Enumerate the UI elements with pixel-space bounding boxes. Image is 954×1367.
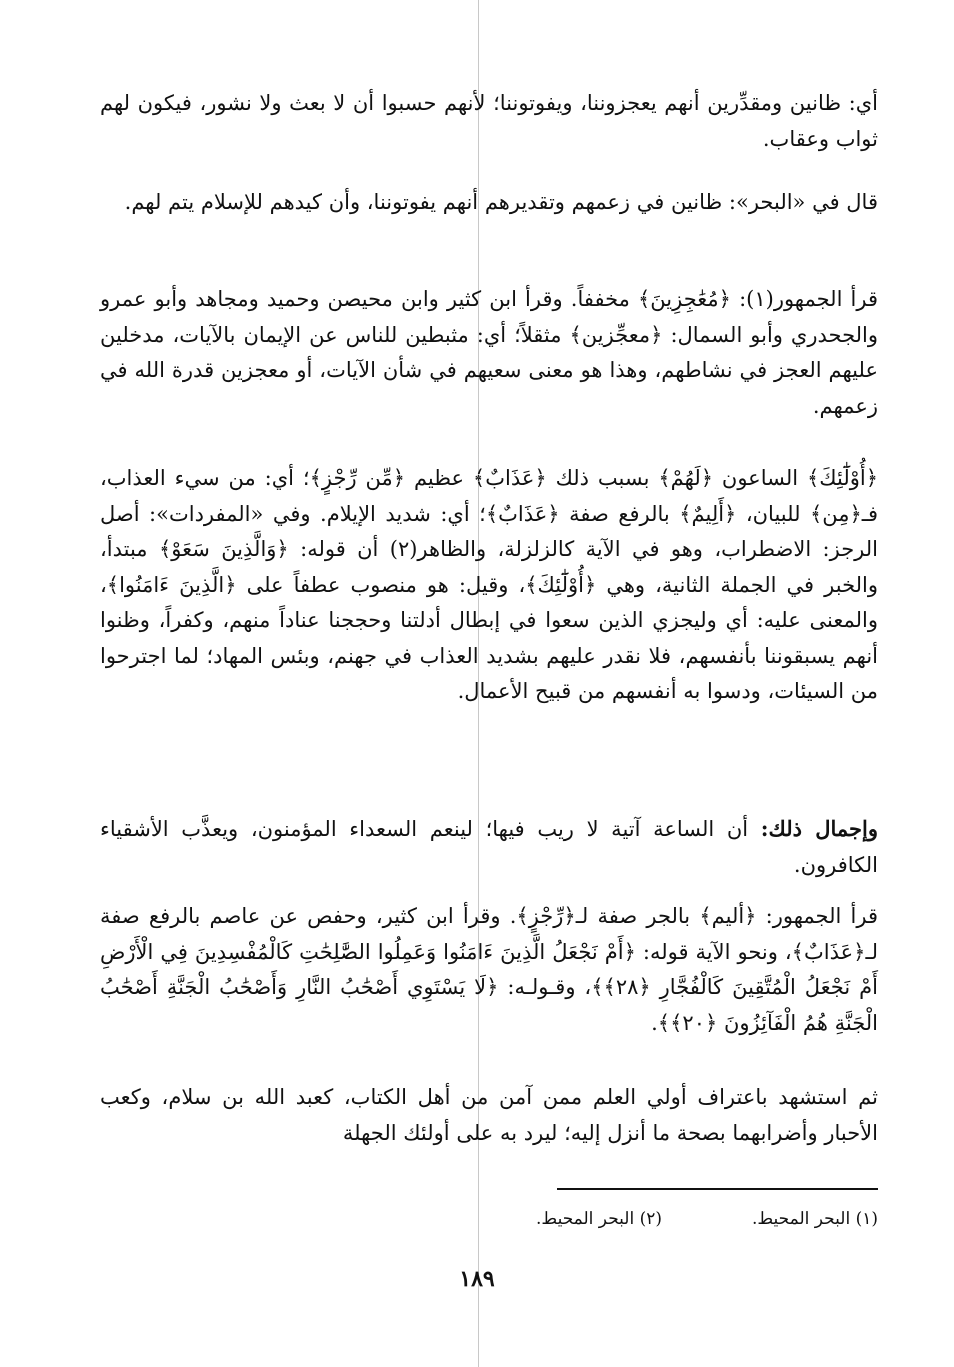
paragraph-2-text: قال في «البحر»: ظانين في زعمهم وتقديرهم أنهم يفوتوننا، وأن كيدهم للإسلام يتم لهم.: [124, 190, 878, 214]
paragraph-4-text: ﴿أُوْلَٰٓئِكَ﴾ الساعون ﴿لَهُمْ﴾ بسبب ذلك ﴿عَذَابٌ﴾ عظيم ﴿مِّن رِّجْزٍ﴾؛ أي: من سيء العذاب، فـ﴿مِن﴾ للبيان، ﴿أَلِيمٌ﴾ بالرفع صفة ﴿عَذَابٌ﴾؛ أي: شديد الإيلام. وفي «المفردات»: أصل الرجز: الاضطراب، وهو في الآية كالزلزلة، والظاهر(٢) أن قوله: ﴿وَالَّذِينَ سَعَوْ﴾ مبتدأ، والخبر في الجملة الثانية، وهي ﴿أُوْلَٰٓئِكَ﴾، وقيل: هو منصوب عطفاً على ﴿الَّذِينَ ءَامَنُوا﴾، والمعنى عليه: أي وليجزي الذين سعوا في إبطال أدلتنا وحججنا عناداً منهم، وكفراً، وظنوا أنهم يسبقوننا بأنفسهم، فلا نقدر عليهم بشديد العذاب في جهنم، وبئس المهاد؛ لما اجترحوا من السيئات، ودسوا به أنفسهم من قبيح الأعمال.: [100, 466, 878, 703]
paragraph-6: [100, 899, 878, 1041]
paragraph-7-text: ثم استشهد باعتراف أولي العلم ممن آمن من أهل الكتاب، كعبد الله بن سلام، وكعب الأحبار وأضرابهما بصحة ما أنزل إليه؛ ليرد به على أولئك الجهلة: [100, 1085, 878, 1145]
paragraph-6-text: قرأ الجمهور: ﴿أليم﴾ بالجر صفة لـ﴿رِّجْزٍ﴾. وقرأ ابن كثير، وحفص عن عاصم بالرفع صفة لـ﴿عَذَابٌ﴾، ونحو الآية قوله: ﴿أَمْ نَجْعَلُ الَّذِينَ ءَامَنُوا وَعَمِلُوا الصَّٰلِحَٰتِ كَالْمُفْسِدِينَ فِي الْأَرْضِ أَمْ نَجْعَلُ الْمُتَّقِينَ كَالْفُجَّارِ ﴿٢٨﴾﴾، وقـولـه: ﴿لَا يَسْتَوِي أَصْحَٰبُ النَّارِ وَأَصْحَٰبُ الْجَنَّةِ أَصْحَٰبُ الْجَنَّةِ هُمُ الْفَآئِزُونَ ﴿٢٠﴾﴾.: [100, 904, 878, 1035]
paragraph-5-text: أن الساعة آتية لا ريب فيها؛ لينعم السعداء المؤمنون، ويعذَّب الأشقياء الكافرون.: [100, 817, 878, 877]
paragraph-2: [100, 185, 878, 221]
page-number: ١٨٩: [459, 1266, 495, 1292]
paragraph-1-text: أي: ظانين ومقدِّرين أنهم يعجزوننا، ويفوتوننا؛ لأنهم حسبوا أن لا بعث ولا نشور، فيكون لهم ثواب وعقاب.: [100, 91, 878, 151]
paragraph-1: [100, 86, 878, 157]
paragraph-4: [100, 461, 878, 710]
paragraph-3: [100, 282, 878, 424]
footnote-1: (١) البحر المحيط.: [752, 1209, 878, 1229]
paragraph-3-text: قرأ الجمهور(١): ﴿مُعَٰجِزِينَ﴾ مخففاً. وقرأ ابن كثير وابن محيصن وحميد ومجاهد وأبو عمرو والجحدري وأبو السمال: ﴿معجِّزين﴾ مثقلاً؛ أي: مثبطين للناس عن الإيمان بالآيات، مدخلين عليهم العجز في نشاطهم، وهذا هو معنى سعيهم في شأن الآيات، أو معجزين قدرة الله في زعمهم.: [100, 287, 878, 418]
paragraph-5-lead: وإجمال ذلك:: [760, 816, 879, 841]
footnote-2: (٢) البحر المحيط.: [536, 1209, 663, 1229]
paragraph-7: [100, 1080, 878, 1151]
paragraph-5: [100, 811, 878, 883]
footnote-separator: [557, 1188, 878, 1190]
footnotes: [300, 1207, 878, 1231]
